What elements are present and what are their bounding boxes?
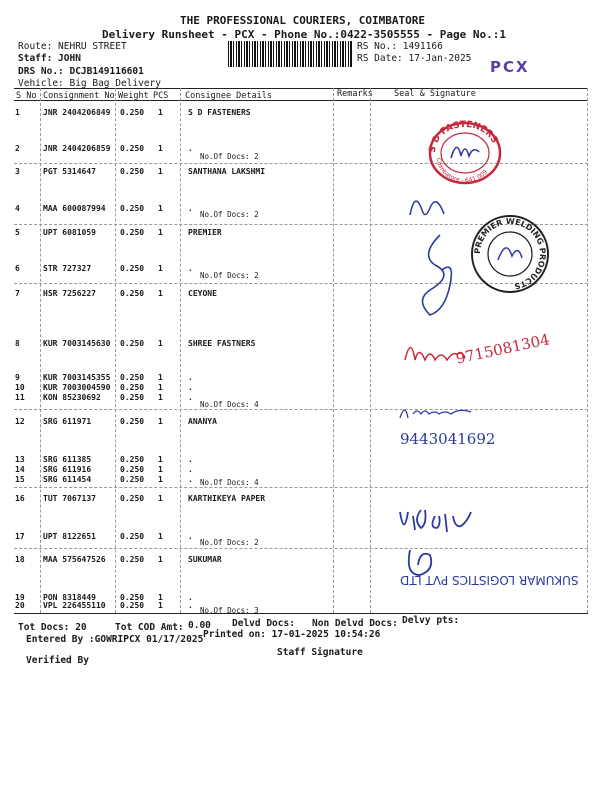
signature-santhana: [400, 185, 460, 225]
col-sep: [333, 88, 334, 613]
row-sno: 2: [15, 144, 20, 153]
rs-number: RS No.: 1491166: [357, 41, 443, 52]
col-pcs: PCS: [153, 91, 169, 101]
row-doc-count: No.Of Docs: 2: [200, 152, 259, 161]
row-weight: 0.250: [120, 339, 145, 348]
row-consignee: .: [188, 373, 193, 382]
row-consignment-no: KON 85230692: [43, 393, 101, 402]
row-consignment-no: SRG 611385: [43, 455, 92, 464]
row-pcs: 1: [158, 339, 163, 348]
row-consignee: .: [188, 465, 193, 474]
group-line: [14, 487, 588, 488]
row-pcs: 1: [158, 455, 163, 464]
col-sep: [115, 88, 116, 613]
row-sno: 7: [15, 289, 20, 298]
col-sep: [587, 88, 588, 613]
sd-fasteners-stamp: [425, 118, 503, 188]
header-top-line: [14, 88, 588, 89]
row-consignment-no: VPL 226455110: [43, 601, 106, 610]
row-consignment-no: MAA 600087994: [43, 204, 106, 213]
row-sno: 6: [15, 264, 20, 273]
row-sno: 10: [15, 383, 25, 392]
row-consignment-no: PON 8318449: [43, 593, 96, 602]
stamp-sd-text: S D FASTENERS: [427, 119, 500, 154]
row-weight: 0.250: [120, 393, 145, 402]
row-weight: 0.250: [120, 465, 145, 474]
row-pcs: 1: [158, 555, 163, 564]
tot-docs: Tot Docs: 20: [18, 622, 87, 633]
drs-number: DRS No.: DCJB149116601: [18, 66, 144, 77]
row-pcs: 1: [158, 383, 163, 392]
row-consignee: PREMIER: [188, 228, 222, 237]
row-pcs: 1: [158, 417, 163, 426]
col-sep: [370, 88, 371, 613]
col-remarks: Remarks: [337, 89, 373, 99]
row-sno: 13: [15, 455, 25, 464]
svg-text:PREMIER WELDING PRODUCTS: [473, 217, 547, 291]
row-consignment-no: HSR 7256227: [43, 289, 96, 298]
row-weight: 0.250: [120, 228, 145, 237]
row-sno: 5: [15, 228, 20, 237]
row-consignee: SUKUMAR: [188, 555, 222, 564]
rs-date: RS Date: 17-Jan-2025: [357, 53, 472, 64]
col-seal: Seal & Signature: [394, 89, 476, 99]
row-weight: 0.250: [120, 593, 145, 602]
row-sno: 12: [15, 417, 25, 426]
row-pcs: 1: [158, 475, 163, 484]
row-sno: 9: [15, 373, 20, 382]
row-weight: 0.250: [120, 144, 145, 153]
group-line: [14, 548, 588, 549]
row-sno: 20: [15, 601, 25, 610]
col-sep: [40, 88, 41, 613]
col-sno: S No: [16, 91, 37, 101]
row-consignee: .: [188, 593, 193, 602]
signature-ananya: [395, 400, 495, 422]
delvd-docs: Delvd Docs:: [232, 618, 295, 629]
row-consignment-no: TUT 7067137: [43, 494, 96, 503]
row-weight: 0.250: [120, 455, 145, 464]
row-consignee: SANTHANA LAKSHMI: [188, 167, 266, 176]
footer-line: [14, 613, 588, 614]
row-weight: 0.250: [120, 289, 145, 298]
row-consignee: SHREE FASTNERS: [188, 339, 256, 348]
premier-stamp: [468, 212, 552, 296]
row-doc-count: No.Of Docs: 2: [200, 538, 259, 547]
vehicle: Vehicle: Big Bag Delivery: [18, 78, 161, 89]
row-pcs: 1: [158, 494, 163, 503]
row-doc-count: No.Of Docs: 2: [200, 271, 259, 280]
row-consignee: .: [188, 383, 193, 392]
row-pcs: 1: [158, 108, 163, 117]
row-pcs: 1: [158, 228, 163, 237]
row-consignment-no: KUR 7003004590: [43, 383, 111, 392]
company-title: THE PROFESSIONAL COURIERS, COIMBATORE: [180, 14, 426, 27]
handwritten-phone-1: 9715081304: [454, 330, 552, 368]
row-doc-count: No.Of Docs: 4: [200, 400, 259, 409]
row-consignment-no: JNR 2404206849: [43, 108, 111, 117]
row-weight: 0.250: [120, 532, 145, 541]
row-pcs: 1: [158, 144, 163, 153]
row-sno: 17: [15, 532, 25, 541]
row-consignment-no: PGT 5314647: [43, 167, 96, 176]
signature-premier: [410, 230, 470, 320]
col-consignment: Consignment No: [43, 91, 115, 101]
row-consignment-no: JNR 2404206859: [43, 144, 111, 153]
row-consignee: .: [188, 393, 193, 402]
col-sep: [180, 88, 181, 613]
row-consignee: .: [188, 455, 193, 464]
pcx-logo: PCX: [490, 58, 530, 76]
row-pcs: 1: [158, 204, 163, 213]
row-weight: 0.250: [120, 167, 145, 176]
row-consignee: .: [188, 264, 193, 273]
row-sno: 3: [15, 167, 20, 176]
row-consignee: .: [188, 601, 193, 610]
row-sno: 16: [15, 494, 25, 503]
row-pcs: 1: [158, 532, 163, 541]
row-sno: 4: [15, 204, 20, 213]
row-consignee: CEYONE: [188, 289, 217, 298]
row-sno: 11: [15, 393, 25, 402]
row-consignee: S D FASTENERS: [188, 108, 251, 117]
col-weight: Weight: [118, 91, 149, 101]
row-pcs: 1: [158, 393, 163, 402]
row-weight: 0.250: [120, 494, 145, 503]
row-weight: 0.250: [120, 108, 145, 117]
row-weight: 0.250: [120, 475, 145, 484]
row-weight: 0.250: [120, 373, 145, 382]
row-sno: 14: [15, 465, 25, 474]
printed-on: Printed on: 17-01-2025 10:54:26: [203, 629, 381, 640]
row-consignment-no: STR 727327: [43, 264, 92, 273]
row-consignment-no: UPT 6081059: [43, 228, 96, 237]
row-consignment-no: SRG 611971: [43, 417, 92, 426]
row-doc-count: No.Of Docs: 2: [200, 210, 259, 219]
delvy-pts: Delvy pts:: [402, 615, 460, 626]
row-pcs: 1: [158, 593, 163, 602]
route: Route: NEHRU STREET: [18, 41, 127, 52]
row-consignment-no: SRG 611916: [43, 465, 92, 474]
barcode: [228, 41, 352, 67]
row-weight: 0.250: [120, 601, 145, 610]
row-consignee: .: [188, 475, 193, 484]
row-consignment-no: KUR 7003145630: [43, 339, 111, 348]
verified-by: Verified By: [26, 655, 89, 666]
row-doc-count: No.Of Docs: 3: [200, 606, 259, 615]
row-weight: 0.250: [120, 204, 145, 213]
signature-karthikeya: [395, 502, 485, 542]
row-consignee: KARTHIKEYA PAPER: [188, 494, 266, 503]
non-delvd-docs: Non Delvd Docs:: [312, 618, 398, 629]
stamp-premier-text: PREMIER WELDING PRODUCTS: [472, 216, 548, 291]
row-consignee: .: [188, 204, 193, 213]
row-weight: 0.250: [120, 417, 145, 426]
row-sno: 1: [15, 108, 20, 117]
row-consignee: .: [188, 532, 193, 541]
row-consignment-no: SRG 611454: [43, 475, 92, 484]
row-pcs: 1: [158, 289, 163, 298]
row-weight: 0.250: [120, 264, 145, 273]
row-pcs: 1: [158, 373, 163, 382]
staff: Staff: JOHN: [18, 53, 81, 64]
row-sno: 19: [15, 593, 25, 602]
sukumar-stamp-text: SUKUMAR LOGISTICS PVT LTD: [400, 573, 579, 587]
row-sno: 18: [15, 555, 25, 564]
row-pcs: 1: [158, 264, 163, 273]
row-consignee: ANANYA: [188, 417, 217, 426]
entered-by: Entered By :GOWRIPCX 01/17/2025: [26, 634, 204, 645]
row-consignment-no: KUR 7003145355: [43, 373, 111, 382]
stamp-sd-city: Coimbatore - 641 009: [434, 157, 489, 185]
handwritten-phone-2: 9443041692: [400, 430, 496, 448]
tot-cod-value: 0.00: [188, 620, 211, 631]
runsheet-title: Delivery Runsheet - PCX - Phone No.:0422-3505555 - Page No.:1: [102, 28, 506, 41]
row-sno: 15: [15, 475, 25, 484]
row-doc-count: No.Of Docs: 4: [200, 478, 259, 487]
tot-cod-label: Tot COD Amt:: [115, 622, 184, 633]
col-consignee: Consignee Details: [185, 91, 272, 101]
row-consignment-no: UPT 8122651: [43, 532, 96, 541]
group-line: [14, 409, 588, 410]
row-sno: 8: [15, 339, 20, 348]
row-pcs: 1: [158, 167, 163, 176]
row-consignee: .: [188, 144, 193, 153]
row-pcs: 1: [158, 601, 163, 610]
row-pcs: 1: [158, 465, 163, 474]
row-weight: 0.250: [120, 555, 145, 564]
staff-signature: Staff Signature: [277, 647, 363, 658]
row-consignment-no: MAA 575647526: [43, 555, 106, 564]
row-weight: 0.250: [120, 383, 145, 392]
